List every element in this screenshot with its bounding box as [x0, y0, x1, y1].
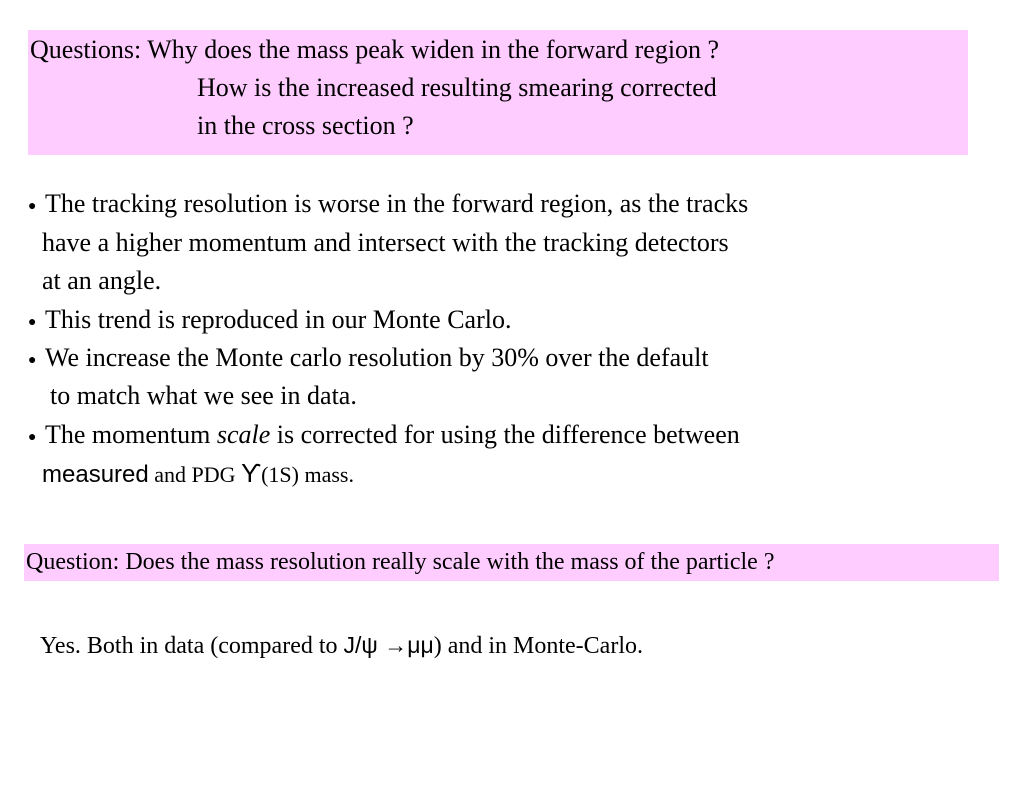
upsilon-symbol: ϒ — [241, 458, 262, 488]
bullet-4-line-2 — [42, 458, 354, 490]
bullet-4-text-a: The momentum — [45, 420, 217, 449]
question-line-1: Questions: Why does the mass peak widen in the forward region ? — [30, 35, 720, 64]
scale-emphasis: scale — [216, 420, 271, 449]
bullet-4-line-1 — [45, 420, 740, 450]
bullet-1-line-1: The tracking resolution is worse in the forward region, as the tracks — [45, 189, 749, 218]
bullet-1-line-2: have a higher momentum and intersect with the tracking detectors — [42, 228, 729, 257]
jpsi-decay: J/ψ →μμ — [343, 632, 434, 658]
answer-text — [40, 630, 643, 661]
mass-text: (1S) mass. — [261, 462, 354, 487]
bullet-2-line-1: This trend is reproduced in our Monte Carlo. — [45, 305, 512, 334]
bullet-icon: ● — [28, 315, 37, 330]
bullet-3-line-2: to match what we see in data. — [50, 381, 357, 410]
answer-post: ) and in Monte-Carlo. — [433, 633, 643, 659]
bullet-4-text-b: is corrected for using the difference between — [270, 420, 740, 449]
pdg-text: and PDG — [148, 462, 242, 487]
bullet-icon: ● — [28, 199, 37, 214]
bullet-icon: ● — [28, 430, 37, 445]
bullet-icon: ● — [28, 353, 37, 368]
measured-word: measured — [42, 461, 149, 488]
bullet-1-line-3: at an angle. — [42, 266, 162, 295]
question-2-text: Question: Does the mass resolution really scale with the mass of the particle ? — [26, 549, 775, 575]
question-line-3: in the cross section ? — [197, 111, 414, 140]
bullet-3-line-1: We increase the Monte carlo resolution by 30% over the default — [45, 343, 709, 372]
question-line-2: How is the increased resulting smearing corrected — [197, 73, 717, 102]
answer-pre: Yes. Both in data (compared to — [40, 633, 344, 659]
